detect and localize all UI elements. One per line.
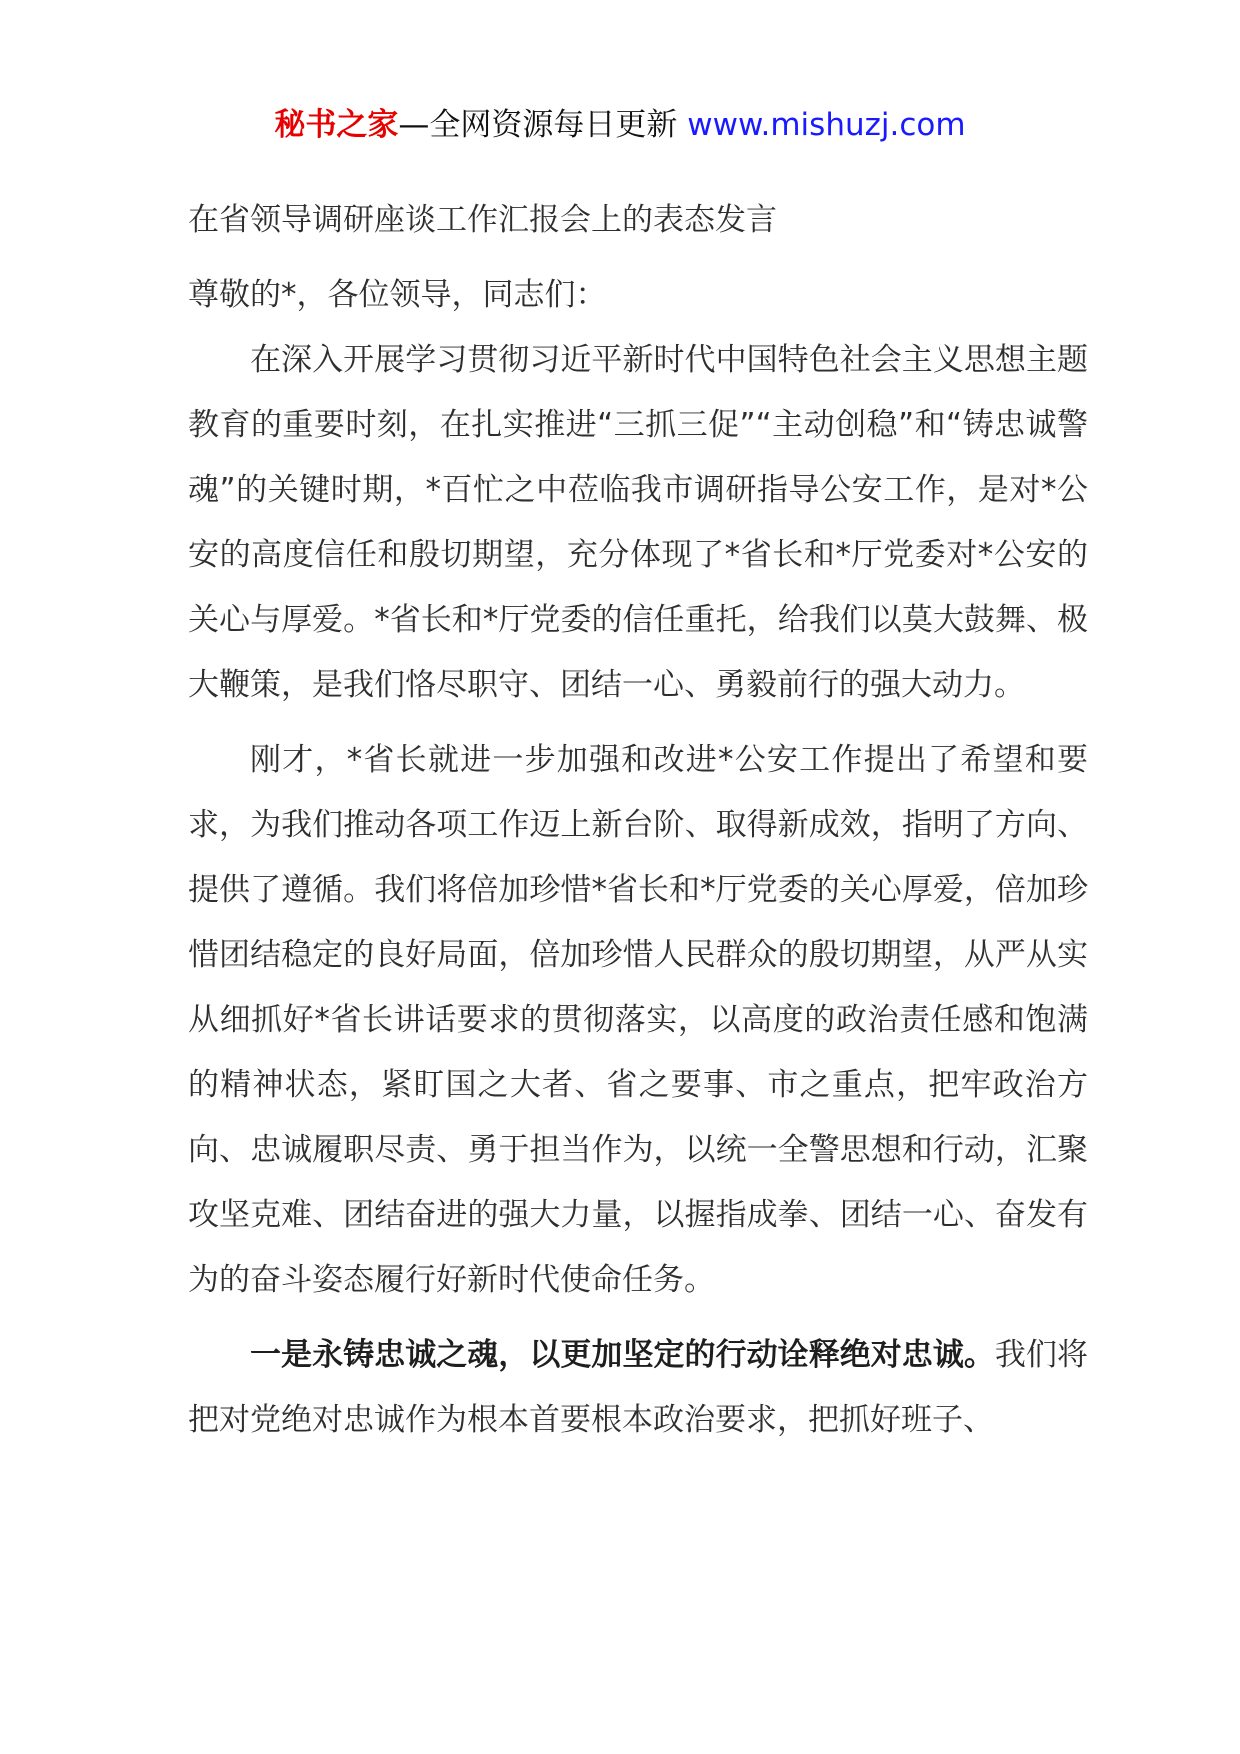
site-tagline: —全网资源每日更新 <box>398 107 678 143</box>
paragraph-3-body: 我们将把对党绝对忠诚作为根本首要根本政治要求，把抓好班子、 <box>188 1337 1088 1438</box>
site-header <box>0 98 1240 152</box>
salutation: 尊敬的*，各位领导，同志们： <box>188 277 607 313</box>
paragraph-3-heading: 一是永铸忠诚之魂，以更加坚定的行动诠释绝对忠诚。 <box>250 1337 995 1373</box>
paragraph-2: 刚才，*省长就进一步加强和改进*公安工作提出了希望和要求，为我们推动各项工作迈上新台阶、取得新成效，指明了方向、提供了遵循。我们将倍加珍惜*省长和*厅党委的关心厚爱，倍加珍惜团结稳定的良好局面，倍加珍惜人民群众的殷切期望，从严从实从细抓好*省长讲话要求的贯彻落实，以高度的政治责任感和饱满的精神状态，紧盯国之大者、省之要事、市之重点，把牢政治方向、忠诚履职尽责、勇于担当作为，以统一全警思想和行动，汇聚攻坚克难、团结奋进的强大力量，以握指成拳、团结一心、奋发有为的奋斗姿态履行好新时代使命任务。 <box>188 742 1088 1298</box>
paragraph-3 <box>188 1323 1088 1453</box>
document-title: 在省领导调研座谈工作汇报会上的表态发言 <box>188 202 777 238</box>
site-brand: 秘书之家 <box>274 107 399 143</box>
document-body <box>188 193 1088 1453</box>
paragraph-1: 在深入开展学习贯彻习近平新时代中国特色社会主义思想主题教育的重要时刻，在扎实推进“三抓三促”“主动创稳”和“铸忠诚警魂”的关键时期，*百忙之中莅临我市调研指导公安工作，是对*公安的高度信任和殷切期望，充分体现了*省长和*厅党委对*公安的关心与厚爱。*省长和*厅党委的信任重托，给我们以莫大鼓舞、极大鞭策，是我们恪尽职守、团结一心、勇毅前行的强大动力。 <box>188 342 1088 703</box>
site-url-link[interactable]: www.mishuzj.com <box>687 107 966 143</box>
